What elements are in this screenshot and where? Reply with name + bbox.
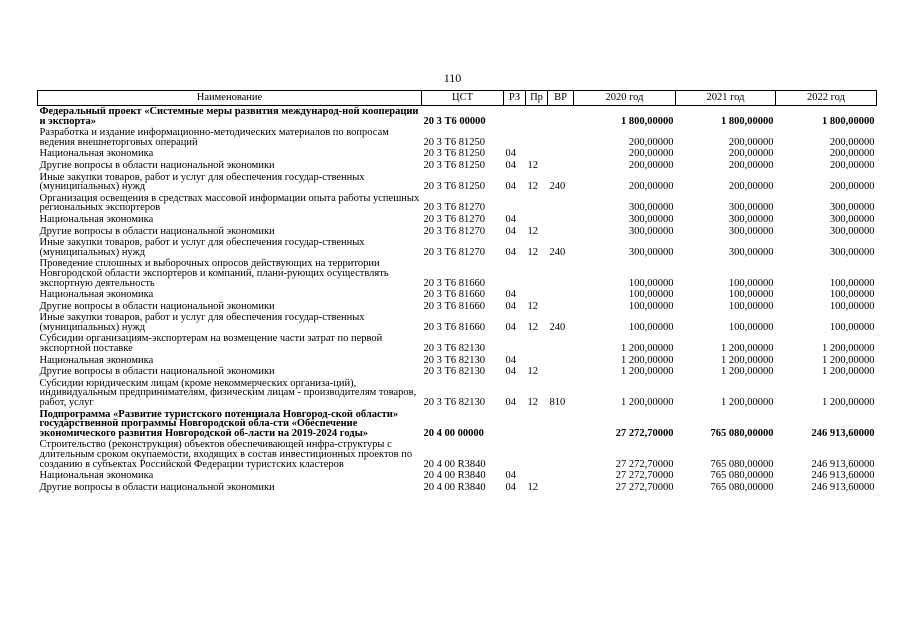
cell-2022: 300,00000 xyxy=(829,246,875,258)
cell-2020: 100,00000 xyxy=(628,321,674,333)
cell-rz: 04 xyxy=(505,366,516,378)
cell-pr: 12 xyxy=(527,225,538,237)
table-row xyxy=(38,355,877,367)
cell-2022: 100,00000 xyxy=(829,277,875,289)
cell-pr: 12 xyxy=(527,159,538,171)
cell-code: 20 3 Т6 81660 xyxy=(423,277,486,289)
cell-2022: 1 200,00000 xyxy=(822,354,875,366)
cell-2020: 27 272,70000 xyxy=(615,481,674,493)
cell-2022: 300,00000 xyxy=(829,213,875,225)
cell-code: 20 3 Т6 81250 xyxy=(423,148,486,160)
cell-rz xyxy=(504,193,526,214)
cell-vr xyxy=(548,301,574,313)
cell-pr xyxy=(526,258,548,289)
cell-pr xyxy=(526,106,548,128)
header-pr: Пр xyxy=(526,91,548,106)
header-2021: 2021 год xyxy=(676,91,776,106)
cell-rz xyxy=(504,127,526,148)
cell-2020: 300,00000 xyxy=(628,202,674,214)
cell-vr: 240 xyxy=(549,246,566,258)
cell-vr xyxy=(548,193,574,214)
cell-pr xyxy=(526,289,548,301)
header-rz: РЗ xyxy=(504,91,526,106)
cell-rz: 04 xyxy=(505,397,516,409)
cell-name: Национальная экономика xyxy=(39,470,154,482)
cell-2020: 27 272,70000 xyxy=(615,458,674,470)
cell-name: Субсидии организациям-экспортерам на возмещение части затрат по первой экспортной поставке xyxy=(39,333,383,355)
cell-pr: 12 xyxy=(527,181,538,193)
cell-2022: 300,00000 xyxy=(829,202,875,214)
cell-rz: 04 xyxy=(505,148,516,160)
header-vr: ВР xyxy=(548,91,574,106)
cell-2021: 1 200,00000 xyxy=(721,343,774,355)
cell-rz: 04 xyxy=(505,481,516,493)
cell-name: Другие вопросы в области национальной экономики xyxy=(39,159,275,171)
cell-name: Национальная экономика xyxy=(39,354,154,366)
cell-pr: 12 xyxy=(527,481,538,493)
cell-2020: 100,00000 xyxy=(628,289,674,301)
cell-pr: 12 xyxy=(527,321,538,333)
cell-pr xyxy=(526,333,548,354)
cell-vr xyxy=(548,333,574,354)
cell-pr: 12 xyxy=(527,246,538,258)
cell-pr xyxy=(526,193,548,214)
cell-rz: 04 xyxy=(505,354,516,366)
cell-pr xyxy=(526,148,548,160)
header-name: Наименование xyxy=(38,91,422,106)
cell-2020: 200,00000 xyxy=(628,159,674,171)
cell-vr xyxy=(548,214,574,226)
cell-rz: 04 xyxy=(505,300,516,312)
cell-2020: 100,00000 xyxy=(628,300,674,312)
cell-vr xyxy=(548,106,574,128)
cell-code: 20 3 Т6 81660 xyxy=(423,300,486,312)
table-row xyxy=(38,127,877,148)
cell-pr xyxy=(526,439,548,470)
cell-name: Федеральный проект «Системные меры развития международ-ной кооперации и экспорта» xyxy=(39,106,419,127)
cell-name: Иные закупки товаров, работ и услуг для обеспечения государ-ственных (муниципальных) нужд xyxy=(39,171,365,193)
cell-2020: 100,00000 xyxy=(628,277,674,289)
cell-code: 20 3 Т6 00000 xyxy=(423,115,486,127)
cell-code: 20 4 00 R3840 xyxy=(423,481,486,493)
cell-2020: 200,00000 xyxy=(628,148,674,160)
cell-2021: 200,00000 xyxy=(728,148,774,160)
cell-vr xyxy=(548,355,574,367)
table-row xyxy=(38,378,877,409)
table-row xyxy=(38,226,877,238)
cell-pr xyxy=(526,214,548,226)
cell-2022: 200,00000 xyxy=(829,136,875,148)
table-row xyxy=(38,148,877,160)
cell-name: Национальная экономика xyxy=(39,289,154,301)
cell-2021: 100,00000 xyxy=(728,289,774,301)
cell-name: Национальная экономика xyxy=(39,148,154,160)
cell-rz: 04 xyxy=(505,321,516,333)
cell-vr xyxy=(548,439,574,470)
cell-2022: 200,00000 xyxy=(829,181,875,193)
cell-name: Другие вопросы в области национальной экономики xyxy=(39,481,275,493)
cell-rz xyxy=(504,258,526,289)
cell-2022: 1 800,00000 xyxy=(822,115,875,127)
cell-2020: 1 800,00000 xyxy=(621,115,674,127)
cell-vr: 240 xyxy=(549,181,566,193)
cell-code: 20 3 Т6 81270 xyxy=(423,225,486,237)
cell-code: 20 4 00 R3840 xyxy=(423,458,486,470)
cell-2020: 27 272,70000 xyxy=(615,427,674,439)
cell-2021: 200,00000 xyxy=(728,159,774,171)
cell-2022: 100,00000 xyxy=(829,289,875,301)
cell-vr xyxy=(548,160,574,172)
cell-2020: 1 200,00000 xyxy=(621,397,674,409)
table-row xyxy=(38,439,877,470)
table-row xyxy=(38,237,877,258)
cell-2021: 1 800,00000 xyxy=(721,115,774,127)
table-row xyxy=(38,214,877,226)
cell-vr xyxy=(548,258,574,289)
cell-2021: 100,00000 xyxy=(728,300,774,312)
cell-pr xyxy=(526,355,548,367)
cell-2022: 246 913,60000 xyxy=(811,470,875,482)
cell-2021: 200,00000 xyxy=(728,181,774,193)
cell-2021: 300,00000 xyxy=(728,246,774,258)
cell-2022: 100,00000 xyxy=(829,321,875,333)
cell-vr: 810 xyxy=(549,397,566,409)
cell-2020: 300,00000 xyxy=(628,225,674,237)
cell-2021: 765 080,00000 xyxy=(710,427,774,439)
cell-pr xyxy=(526,470,548,482)
cell-2020: 300,00000 xyxy=(628,246,674,258)
header-2022: 2022 год xyxy=(776,91,877,106)
cell-code: 20 3 Т6 82130 xyxy=(423,397,486,409)
cell-vr xyxy=(548,482,574,494)
cell-code: 20 3 Т6 82130 xyxy=(423,366,486,378)
cell-2022: 1 200,00000 xyxy=(822,397,875,409)
table-body xyxy=(38,106,877,494)
cell-code: 20 3 Т6 81270 xyxy=(423,213,486,225)
cell-rz: 04 xyxy=(505,289,516,301)
page-number: 110 xyxy=(443,71,462,85)
cell-name: Разработка и издание информационно-методических материалов по вопросам ведения внешнеторговых операций xyxy=(39,127,389,148)
cell-vr xyxy=(548,226,574,238)
cell-rz xyxy=(504,409,526,440)
cell-name: Другие вопросы в области национальной экономики xyxy=(39,225,275,237)
cell-rz xyxy=(504,333,526,354)
cell-code: 20 3 Т6 81660 xyxy=(423,321,486,333)
table-row xyxy=(38,470,877,482)
cell-2020: 27 272,70000 xyxy=(615,470,674,482)
cell-code: 20 3 Т6 81270 xyxy=(423,246,486,258)
cell-pr xyxy=(526,127,548,148)
cell-2021: 300,00000 xyxy=(728,202,774,214)
header-code: ЦСТ xyxy=(422,91,504,106)
cell-2021: 100,00000 xyxy=(728,321,774,333)
cell-pr: 12 xyxy=(527,366,538,378)
cell-2022: 200,00000 xyxy=(829,148,875,160)
cell-name: Другие вопросы в области национальной экономики xyxy=(39,300,275,312)
cell-name: Национальная экономика xyxy=(39,213,154,225)
cell-name: Проведение сплошных и выборочных опросов действующих на территории Новгородской области экспортеров и компаний, плани-рующих осуществлять экспортную деятельность xyxy=(39,258,389,289)
table-row xyxy=(38,106,877,128)
cell-2022: 246 913,60000 xyxy=(811,427,875,439)
cell-rz: 04 xyxy=(505,470,516,482)
cell-rz: 04 xyxy=(505,159,516,171)
cell-code: 20 3 Т6 81660 xyxy=(423,289,486,301)
cell-rz: 04 xyxy=(505,225,516,237)
table-row xyxy=(38,160,877,172)
cell-2021: 1 200,00000 xyxy=(721,366,774,378)
cell-code: 20 3 Т6 81250 xyxy=(423,159,486,171)
cell-2021: 300,00000 xyxy=(728,213,774,225)
cell-name: Субсидии юридическим лицам (кроме некоммерческих организа-ций), индивидуальным предпринимателям, физическим лицам - производителям товаров, работ, услуг xyxy=(39,377,417,409)
cell-2022: 246 913,60000 xyxy=(811,458,875,470)
cell-2021: 765 080,00000 xyxy=(710,458,774,470)
cell-code: 20 3 Т6 81270 xyxy=(423,202,486,214)
table-row xyxy=(38,409,877,440)
cell-name: Иные закупки товаров, работ и услуг для обеспечения государ-ственных (муниципальных) нужд xyxy=(39,312,365,333)
cell-vr: 240 xyxy=(549,321,566,333)
cell-pr: 12 xyxy=(527,397,538,409)
cell-2021: 200,00000 xyxy=(728,136,774,148)
cell-2022: 1 200,00000 xyxy=(822,366,875,378)
budget-table xyxy=(37,90,877,493)
table-row xyxy=(38,258,877,289)
cell-2021: 300,00000 xyxy=(728,225,774,237)
cell-rz: 04 xyxy=(505,213,516,225)
cell-2021: 100,00000 xyxy=(728,277,774,289)
cell-2021: 765 080,00000 xyxy=(710,470,774,482)
cell-code: 20 3 Т6 81250 xyxy=(423,136,486,148)
table-row xyxy=(38,301,877,313)
cell-vr xyxy=(548,409,574,440)
table-header-row xyxy=(38,91,877,106)
cell-code: 20 3 Т6 82130 xyxy=(423,343,486,355)
cell-name: Другие вопросы в области национальной экономики xyxy=(39,366,275,378)
cell-vr xyxy=(548,366,574,378)
table-row xyxy=(38,366,877,378)
cell-2020: 300,00000 xyxy=(628,213,674,225)
cell-2020: 200,00000 xyxy=(628,136,674,148)
cell-name: Иные закупки товаров, работ и услуг для обеспечения государ-ственных (муниципальных) нужд xyxy=(39,237,365,258)
cell-name: Организация освещения в средствах массовой информации опыта работы успешных региональных экспортеров xyxy=(39,192,420,214)
cell-pr xyxy=(526,409,548,440)
cell-vr xyxy=(548,148,574,160)
cell-vr xyxy=(548,289,574,301)
table-row xyxy=(38,333,877,354)
table-row xyxy=(38,289,877,301)
cell-rz xyxy=(504,106,526,128)
cell-rz xyxy=(504,439,526,470)
cell-2022: 246 913,60000 xyxy=(811,481,875,493)
cell-code: 20 4 00 R3840 xyxy=(423,470,486,482)
table-row xyxy=(38,482,877,494)
table-row xyxy=(38,312,877,333)
cell-2021: 1 200,00000 xyxy=(721,354,774,366)
cell-name: Подпрограмма «Развитие туристского потенциала Новгород-ской области» государственной программы Новгородской обла-сти «Обеспечение экономического развития Новгородской об-ласти на 2019-2024 годы» xyxy=(39,408,399,439)
table-row xyxy=(38,172,877,193)
cell-2022: 200,00000 xyxy=(829,159,875,171)
cell-2020: 1 200,00000 xyxy=(621,354,674,366)
cell-2021: 1 200,00000 xyxy=(721,397,774,409)
cell-2020: 1 200,00000 xyxy=(621,366,674,378)
cell-2022: 100,00000 xyxy=(829,300,875,312)
cell-pr: 12 xyxy=(527,300,538,312)
cell-2022: 300,00000 xyxy=(829,225,875,237)
cell-vr xyxy=(548,470,574,482)
cell-code: 20 4 00 00000 xyxy=(423,427,484,439)
cell-2020: 1 200,00000 xyxy=(621,343,674,355)
cell-2022: 1 200,00000 xyxy=(822,343,875,355)
cell-rz: 04 xyxy=(505,246,516,258)
cell-vr xyxy=(548,127,574,148)
cell-2021: 765 080,00000 xyxy=(710,481,774,493)
cell-code: 20 3 Т6 82130 xyxy=(423,354,486,366)
cell-name: Строительство (реконструкция) объектов обеспечивающей инфра-структуры с длительным сроком окупаемости, входящих в состав инвестиционных проектов по созданию в субъектах Российской Федерации туристских кластеров xyxy=(39,439,413,470)
cell-2020: 200,00000 xyxy=(628,181,674,193)
cell-code: 20 3 Т6 81250 xyxy=(423,181,486,193)
table-row xyxy=(38,193,877,214)
cell-rz: 04 xyxy=(505,181,516,193)
header-2020: 2020 год xyxy=(574,91,676,106)
